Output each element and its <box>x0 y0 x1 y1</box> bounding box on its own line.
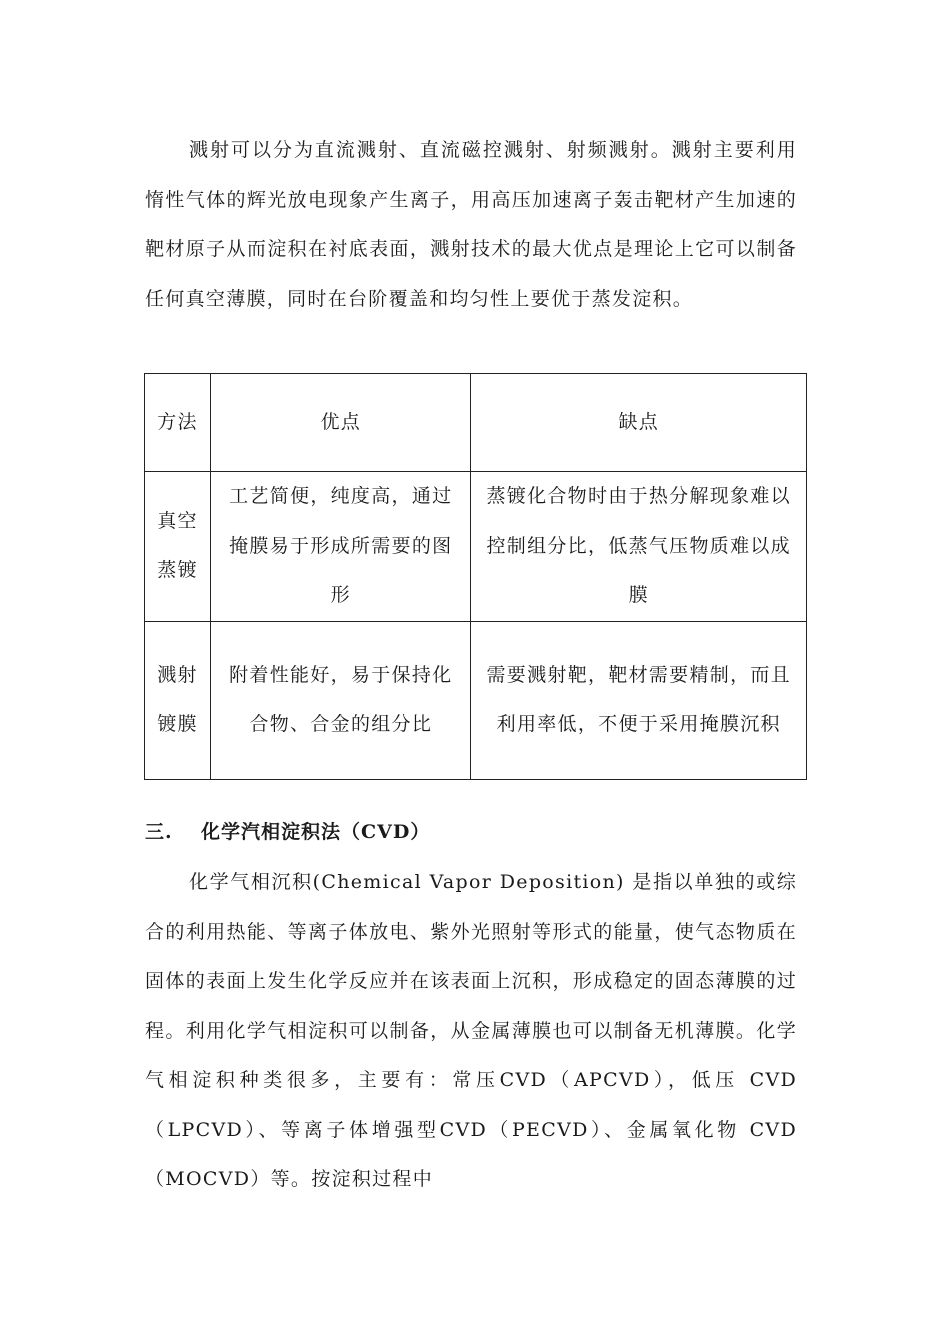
table-header-row <box>145 374 807 472</box>
pros-cell: 工艺简便，纯度高，通过掩膜易于形成所需要的图形 <box>211 472 471 622</box>
comparison-table <box>144 373 807 780</box>
header-method: 方法 <box>145 374 211 472</box>
section-heading <box>145 810 430 855</box>
cons-cell: 蒸镀化合物时由于热分解现象难以控制组分比，低蒸气压物质难以成膜 <box>471 472 807 622</box>
cvd-paragraph: 化学气相沉积(Chemical Vapor Deposition) 是指以单独的或综合的利用热能、等离子体放电、紫外光照射等形式的能量，使气态物质在固体的表面上发生化学反应并在该表面上沉积，形成稳定的固态薄膜的过程。利用化学气相淀积可以制备，从金属薄膜也可以制备无机薄膜。化学气相淀积种类很多，主要有：常压CVD（APCVD），低压 CVD（LPCVD）、等离子体增强型CVD（PECVD）、金属氧化物 CVD（MOCVD）等。按淀积过程中 <box>145 871 797 1190</box>
method-cell: 真空蒸镀 <box>145 472 211 622</box>
header-cons: 缺点 <box>471 374 807 472</box>
header-pros: 优点 <box>211 374 471 472</box>
method-cell: 溅射镀膜 <box>145 621 211 779</box>
section-number: 三. <box>145 821 173 843</box>
section-title: 化学汽相淀积法（CVD） <box>201 821 431 843</box>
intro-paragraph: 溅射可以分为直流溅射、直流磁控溅射、射频溅射。溅射主要利用惰性气体的辉光放电现象产生离子，用高压加速离子轰击靶材产生加速的靶材原子从而淀积在衬底表面，溅射技术的最大优点是理论上它可以制备任何真空薄膜，同时在台阶覆盖和均匀性上要优于蒸发淀积。 <box>145 139 797 310</box>
table-row <box>145 621 807 779</box>
table-row <box>145 472 807 622</box>
cons-cell: 需要溅射靶，靶材需要精制，而且利用率低，不便于采用掩膜沉积 <box>471 621 807 779</box>
pros-cell: 附着性能好，易于保持化合物、合金的组分比 <box>211 621 471 779</box>
